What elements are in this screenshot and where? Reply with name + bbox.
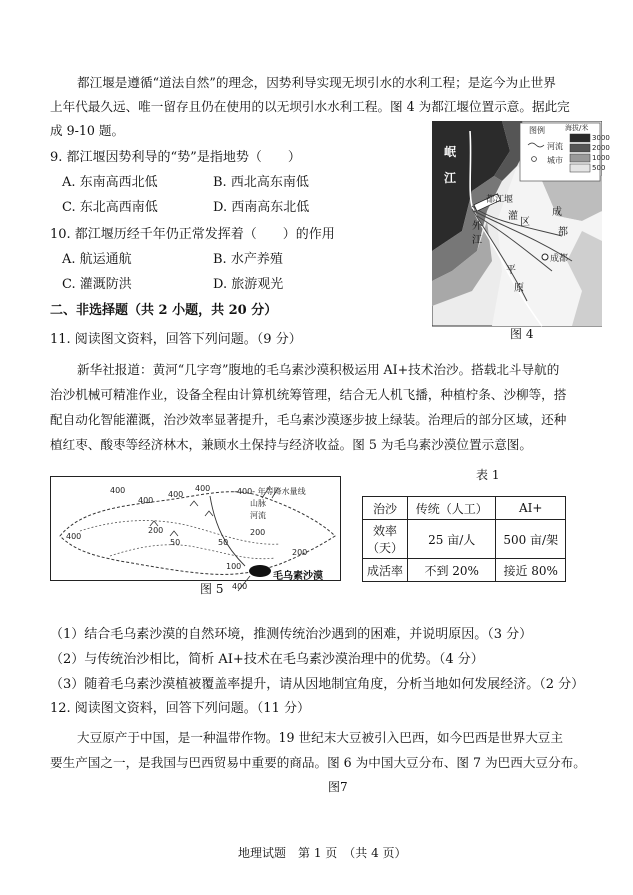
q12-stem: 12. 阅读图文资料，回答下列问题。（11 分） bbox=[50, 701, 310, 716]
q12-para-line-1: 大豆原产于中国，是一种温带作物。19 世纪末大豆被引入巴西，如今巴西是世界大豆主 bbox=[77, 730, 563, 745]
intro-line-3: 成 9-10 题。 bbox=[50, 123, 125, 138]
fig5-desert-label: 毛乌素沙漠 bbox=[273, 571, 323, 582]
fig5-legend-isoline: -400- 年等降水量线 bbox=[234, 487, 306, 496]
fig5-iso-label-10: 100 bbox=[226, 562, 242, 571]
fig5-iso-label-7: 50 bbox=[218, 538, 229, 547]
table-row bbox=[363, 559, 566, 582]
table-cell: 传统（人工） bbox=[408, 497, 496, 520]
fig5-legend-river: 河流 bbox=[250, 511, 266, 520]
fig5-iso-label-3: 400 bbox=[168, 490, 184, 499]
fig4-label-min-2: 江 bbox=[444, 171, 457, 185]
fig5-iso-label-5: 200 bbox=[148, 526, 164, 535]
q11-para-line-2: 治沙机械可精准作业，设备全程由计算机统筹管理，结合无人机飞播，种植柠条、沙柳等，搭 bbox=[50, 387, 567, 402]
fig5-iso-label-9: 200 bbox=[292, 548, 308, 557]
q10-option-b: B. 水产养殖 bbox=[213, 252, 283, 267]
fig4-label-e: 平 bbox=[506, 265, 516, 276]
fig4-legend-title: 图例 bbox=[529, 126, 545, 135]
q10-stem: 10. 都江堰历经千年仍正常发挥着（ ）的作用 bbox=[50, 227, 335, 242]
intro-line-1: 都江堰是遵循“道法自然”的理念，因势利导实现无坝引水的水利工程；是迄今为止世界 bbox=[77, 75, 556, 90]
fig5-iso-label-6: 50 bbox=[170, 538, 181, 547]
fig4-label-min-1: 岷 bbox=[444, 145, 457, 159]
table-row bbox=[363, 520, 566, 559]
table-cell: 成活率 bbox=[363, 559, 408, 582]
fig4-elev-1000: 1000 bbox=[592, 154, 610, 162]
table-cell: 效率（天） bbox=[363, 520, 408, 559]
fig4-elev-3000: 3000 bbox=[592, 134, 610, 142]
fig4-label-c: 成 bbox=[552, 207, 562, 218]
q10-option-c: C. 灌溉防洪 bbox=[62, 277, 132, 292]
fig4-label-a: 灌 bbox=[508, 211, 518, 222]
table-cell: AI+ bbox=[496, 497, 566, 520]
q9-option-c: C. 东北高西南低 bbox=[62, 200, 158, 215]
page-footer: 地理试题 第 1 页 （共 4 页） bbox=[238, 846, 407, 860]
q9-option-b: B. 西北高东南低 bbox=[213, 175, 309, 190]
q10-option-d: D. 旅游观光 bbox=[213, 277, 284, 292]
fig5-iso-label-1: 400 bbox=[110, 486, 126, 495]
table-cell: 治沙 bbox=[363, 497, 408, 520]
fig4-label-b: 区 bbox=[520, 217, 530, 228]
q11-para-line-1: 新华社报道：黄河“几字弯”腹地的毛乌素沙漠积极运用 AI+技术治沙。搭载北斗导航的 bbox=[77, 362, 560, 377]
figure-5-map bbox=[50, 476, 342, 598]
fig5-caption: 图 5 bbox=[200, 582, 224, 596]
table-cell: 不到 20% bbox=[408, 559, 496, 582]
fig4-label-dam: 都江堰 bbox=[486, 195, 514, 205]
q11-sub-1: （1）结合毛乌素沙漠的自然环境，推测传统治沙遇到的困难，并说明原因。（3 分） bbox=[50, 627, 533, 642]
fig4-caption: 图 4 bbox=[510, 327, 534, 341]
fig4-legend-river: 河流 bbox=[547, 142, 563, 151]
intro-line-2: 上年代最久远、唯一留存且仍在使用的以无坝引水水利工程。图 4 为都江堰位置示意。据此完 bbox=[50, 99, 570, 114]
q11-sub-3: （3）随着毛乌素沙漠植被覆盖率提升，请从因地制宜角度，分析当地如何发展经济。（2 分） bbox=[50, 677, 585, 692]
q11-para-line-3: 配自动化智能灌溉，治沙效率显著提升，毛乌素沙漠逐步披上绿装。治理后的部分区域，还种 bbox=[50, 412, 567, 427]
q11-stem: 11. 阅读图文资料，回答下列问题。（9 分） bbox=[50, 332, 302, 347]
fig5-legend-mountain: 山脉 bbox=[250, 499, 266, 508]
table-row bbox=[363, 497, 566, 520]
dujiangyan-map-svg bbox=[432, 121, 602, 341]
fig5-iso-label-8: 200 bbox=[250, 528, 266, 537]
fig4-legend-city: 城市 bbox=[547, 156, 563, 165]
q9-option-a: A. 东南高西北低 bbox=[62, 175, 158, 190]
table-cell: 500 亩/架 bbox=[496, 520, 566, 559]
fig5-iso-label-11: 400 bbox=[66, 532, 82, 541]
fig4-legend-elev-title: 海拔/米 bbox=[565, 124, 589, 132]
table-1 bbox=[362, 496, 566, 582]
q9-stem: 9. 都江堰因势利导的“势”是指地势（ ） bbox=[50, 150, 301, 165]
section-title: 二、非选择题（共 2 小题，共 20 分） bbox=[50, 303, 278, 318]
figure-4-map bbox=[432, 121, 610, 341]
table-cell: 25 亩/人 bbox=[408, 520, 496, 559]
fig5-iso-label-4: 400 bbox=[195, 484, 211, 493]
table-cell: 接近 80% bbox=[496, 559, 566, 582]
q11-sub-2: （2）与传统治沙相比，简析 AI+技术在毛乌素沙漠治理中的优势。（4 分） bbox=[50, 652, 484, 667]
fig7-caption: 图7 bbox=[328, 780, 348, 794]
fig4-elev-500: 500 bbox=[592, 164, 606, 172]
fig5-iso-label-2: 400 bbox=[138, 496, 154, 505]
fig4-elev-2000: 2000 bbox=[592, 144, 610, 152]
q10-option-a: A. 航运通航 bbox=[62, 252, 132, 267]
fig5-iso-label-12: 400 bbox=[232, 582, 248, 591]
fig4-label-g: 外 bbox=[472, 221, 482, 232]
q11-para-line-4: 植红枣、酸枣等经济林木，兼顾水土保持与经济收益。图 5 为毛乌素沙漠位置示意图。 bbox=[50, 437, 532, 452]
fig4-label-d: 都 bbox=[558, 227, 568, 238]
fig4-city-chengdu: 成都 bbox=[550, 254, 569, 264]
table1-title: 表 1 bbox=[476, 468, 500, 482]
q12-para-line-2: 要生产国之一，是我国与巴西贸易中重要的商品。图 6 为中国大豆分布、图 7 为巴西大豆分布。 bbox=[50, 755, 586, 770]
fig4-label-f: 原 bbox=[514, 283, 524, 294]
q9-option-d: D. 西南高东北低 bbox=[213, 200, 310, 215]
fig4-label-h: 江 bbox=[472, 235, 482, 246]
